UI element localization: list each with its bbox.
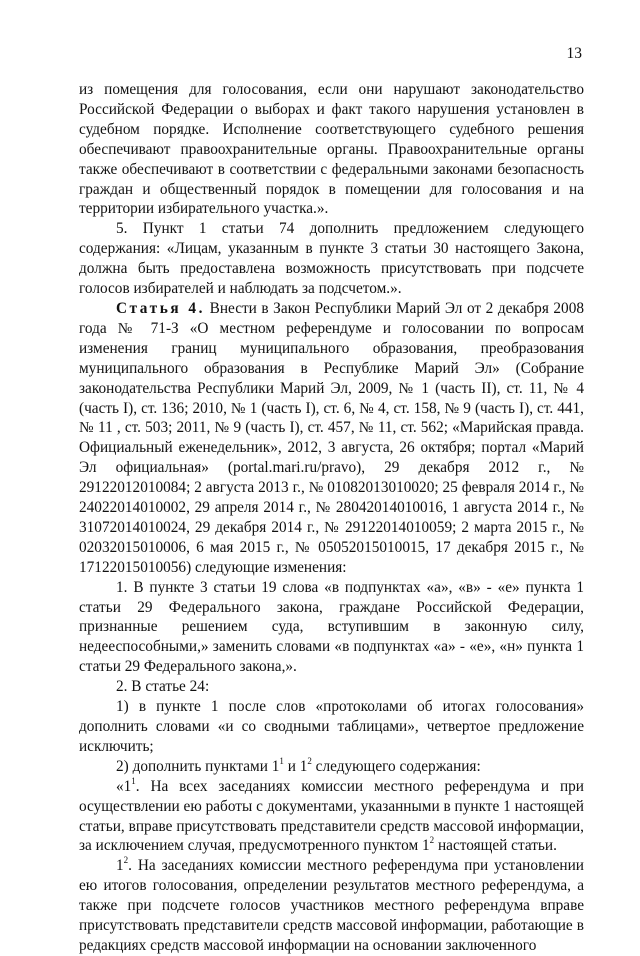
paragraph [79, 856, 584, 956]
superscript: 2 [123, 855, 129, 866]
article-4-paragraph [79, 299, 584, 578]
superscript: 1 [279, 755, 284, 766]
paragraph: 2. В статье 24: [116, 678, 210, 696]
superscript: 2 [307, 755, 312, 766]
superscript: 1 [131, 775, 136, 786]
superscript: 2 [429, 835, 435, 846]
text-run: следующего содержания: [311, 757, 481, 775]
paragraph: 5. Пункт 1 статьи 74 дополнить предложением следующего содержания: «Лицам, указанным в пункте 3 статьи 30 настоящего Закона, должна быть предоставлена возможность присутствовать при подсчете голосов избирателей и наблюдать за подсчетом.». [79, 220, 584, 298]
page-number: 13 [566, 45, 582, 62]
text-run: 1 [116, 857, 124, 875]
document-body [79, 80, 584, 956]
paragraph [79, 777, 584, 857]
article-text: Внести в Закон Республики Марий Эл от 2 декабря 2008 года № 71-З «О местном референдуме и голосовании по вопросам изменения границ муниципального образования, преобразования муниципального образования в Республике Марий Эл» (Собрание законодательства Республики Марий Эл, 2009, № 1 (часть II), ст. 11, № 4 (часть I), ст. 136; 2010, № 1 (часть I), ст. 6, № 4, ст. 158, № 9 (часть I), ст. 441, № 11 , ст. 503; 2011, № 9 (часть I), ст. 457, № 11, ст. 562; «Марийская правда. Официальный еженедельник», 2012, 3 августа, 26 октября; портал «Марий Эл официальная» (portal.mari.ru/pravo), 29 декабря 2012 г., № 29122012010084; 2 августа 2013 г., № 01082013010020; 25 февраля 2014 г., № 24022014010002, 29 апреля 2014 г., № 28042014010016, 1 августа 2014 г., № 31072014010024, 29 декабря 2014 г., № 29122014010059; 2 марта 2015 г., № 02032015010006, 6 мая 2015 г., № 05052015010015, 17 декабря 2015 г., № 17122015010056) следующие изменения: [79, 299, 584, 576]
text-run: и 1 [283, 757, 308, 775]
text-run: «1 [116, 777, 132, 795]
text-run: 2) дополнить пунктами 1 [116, 757, 280, 775]
paragraph [79, 757, 584, 777]
text-run: настоящей статьи. [434, 837, 557, 855]
paragraph: 1. В пункте 3 статьи 19 слова «в подпунктах «а», «в» - «е» пункта 1 статьи 29 Федерального закона, граждане Российской Федерации, признанные решением суда, вступившим в законную силу, недееспособными,» заменить словами «в подпунктах «а» - «е», «н» пункта 1 статьи 29 Федерального закона,». [79, 578, 584, 676]
text-run: . На всех заседаниях комиссии местного референдума и при осуществлении ею работы с документами, указанными в пункте 1 настоящей статьи, вправе присутствовать представители средств массовой информации, за исключением случая, предусмотренного пунктом 1 [79, 777, 584, 855]
paragraph: из помещения для голосования, если они нарушают законодательство Российской Федерации о выборах и факт такого нарушения установлен в судебном порядке. Исполнение соответствующего судебного решения обеспечивают правоохранительные органы. Правоохранительные органы также обеспечивают в соответствии с федеральными законами безопасность граждан и общественный порядок в помещении для голосования и на территории избирательного участка.». [79, 81, 584, 218]
text-run: . На заседаниях комиссии местного референдума при установлении ею итогов голосования, определении результатов местного референдума, а также при подсчете голосов участников местного референдума вправе присутствовать представители средств массовой информации, работающие в редакциях средств массовой информации на основании заключенного [79, 857, 584, 954]
article-heading: Статья 4. [116, 299, 206, 317]
paragraph: 1) в пункте 1 после слов «протоколами об итогах голосования» дополнить словами «и со сводными таблицами», четвертое предложение исключить; [79, 698, 584, 755]
